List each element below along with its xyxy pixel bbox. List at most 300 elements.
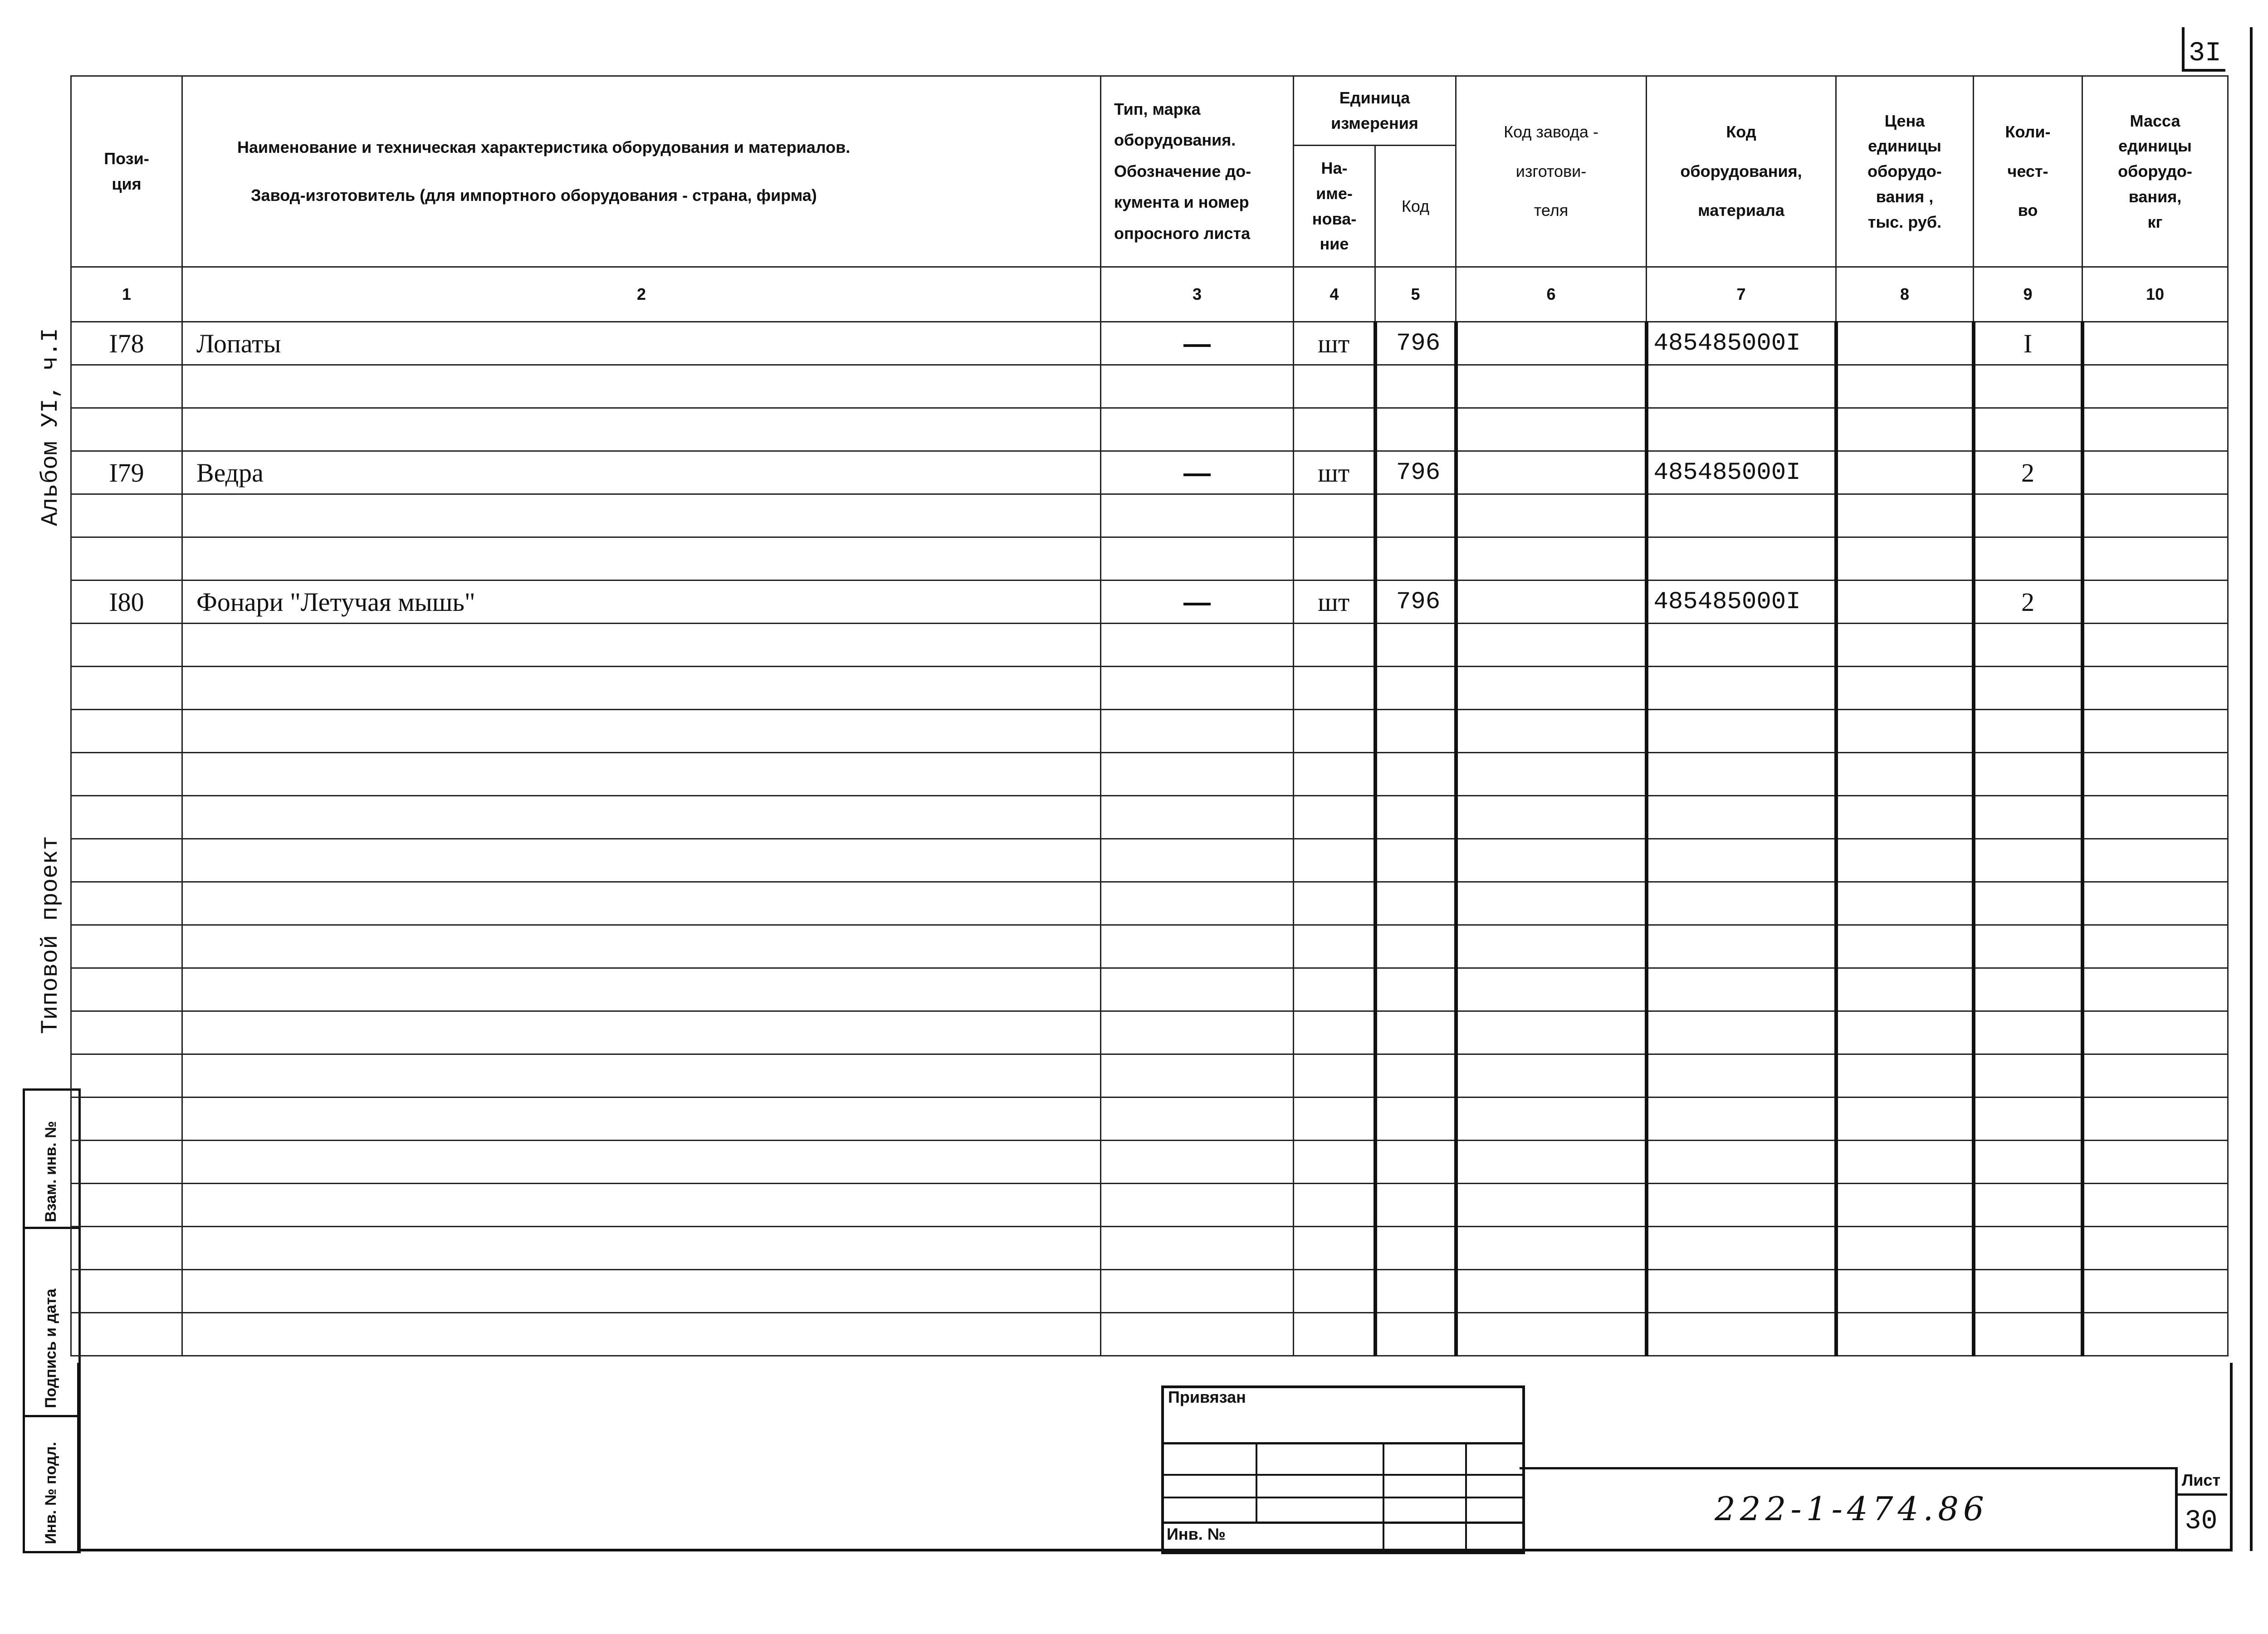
table-row [71, 1141, 2228, 1184]
cell-unit-code: 796 [1375, 322, 1456, 365]
table-row [71, 537, 2228, 580]
document-code: 222-1-474.86 [1715, 1490, 1989, 1528]
cell-price [1836, 322, 1974, 365]
cell-qty [1974, 710, 2082, 753]
cell-type [1101, 882, 1294, 925]
column-number: 4 [1294, 267, 1375, 322]
grid-line [1161, 1522, 1522, 1524]
cell-mass [2082, 624, 2228, 667]
table-row [71, 1054, 2228, 1097]
cell-type [1101, 753, 1294, 796]
cell-unit [1294, 882, 1375, 925]
cell-plant-code [1456, 1097, 1647, 1141]
cell-type [1101, 494, 1294, 537]
cell-unit-code [1375, 1227, 1456, 1270]
column-number-row [71, 267, 2228, 322]
cell-mass [2082, 322, 2228, 365]
cell-material-code: 485485000I [1647, 580, 1836, 624]
cell-material-code [1647, 839, 1836, 882]
cell-plant-code [1456, 882, 1647, 925]
cell-material-code [1647, 1141, 1836, 1184]
cell-unit [1294, 796, 1375, 839]
cell-type [1101, 1184, 1294, 1227]
cell-qty [1974, 667, 2082, 710]
cell-mass [2082, 796, 2228, 839]
cell-material-code [1647, 1313, 1836, 1356]
column-number: 3 [1101, 267, 1294, 322]
table-row [71, 494, 2228, 537]
cell-qty [1974, 365, 2082, 408]
cell-type [1101, 667, 1294, 710]
cell-qty [1974, 1054, 2082, 1097]
cell-material-code [1647, 925, 1836, 968]
cell-name [182, 839, 1101, 882]
cell-type [1101, 1054, 1294, 1097]
cell-pos [71, 667, 182, 710]
grid-line [1465, 1442, 1467, 1549]
cell-name [182, 494, 1101, 537]
table-row [71, 365, 2228, 408]
cell-qty [1974, 882, 2082, 925]
cell-mass [2082, 1270, 2228, 1313]
cell-unit-code [1375, 537, 1456, 580]
cell-pos [71, 1313, 182, 1356]
cell-price [1836, 1270, 1974, 1313]
cell-pos [71, 1270, 182, 1313]
cell-unit: шт [1294, 451, 1375, 494]
header-plant-code: Код завода - изготови- теля [1456, 76, 1647, 267]
table-row [71, 1011, 2228, 1054]
cell-mass [2082, 1011, 2228, 1054]
cell-name [182, 1011, 1101, 1054]
table-row [71, 1097, 2228, 1141]
cell-pos [71, 839, 182, 882]
cell-material-code [1647, 753, 1836, 796]
cell-material-code [1647, 624, 1836, 667]
cell-price [1836, 1313, 1974, 1356]
table-row [71, 1270, 2228, 1313]
cell-qty [1974, 1011, 2082, 1054]
cell-material-code: 485485000I [1647, 322, 1836, 365]
cell-type [1101, 839, 1294, 882]
cell-name [182, 753, 1101, 796]
cell-unit-code [1375, 710, 1456, 753]
cell-price [1836, 624, 1974, 667]
cell-unit-code [1375, 1184, 1456, 1227]
cell-plant-code [1456, 753, 1647, 796]
cell-material-code [1647, 1270, 1836, 1313]
cell-plant-code [1456, 1184, 1647, 1227]
cell-name [182, 882, 1101, 925]
cell-unit-code [1375, 968, 1456, 1011]
cell-price [1836, 1011, 1974, 1054]
cell-name [182, 1184, 1101, 1227]
cell-material-code [1647, 968, 1836, 1011]
stamp-divider [25, 1415, 78, 1417]
stamp-sign-date: Подпись и дата [42, 1288, 59, 1408]
stamp-inv-podl: Инв. № подл. [42, 1442, 59, 1544]
cell-name [182, 624, 1101, 667]
cell-mass [2082, 882, 2228, 925]
cell-type [1101, 710, 1294, 753]
cell-plant-code [1456, 494, 1647, 537]
table-row [71, 968, 2228, 1011]
column-number: 10 [2082, 267, 2228, 322]
cell-price [1836, 796, 1974, 839]
cell-mass [2082, 710, 2228, 753]
cell-plant-code [1456, 1141, 1647, 1184]
cell-price [1836, 882, 1974, 925]
inv-no-label: Инв. № [1167, 1525, 1226, 1543]
cell-unit [1294, 753, 1375, 796]
cell-qty [1974, 408, 2082, 451]
cell-type: — [1101, 580, 1294, 624]
column-number: 9 [1974, 267, 2082, 322]
header-unit-group: Единица измерения [1294, 76, 1456, 146]
cell-material-code [1647, 882, 1836, 925]
cell-name [182, 1097, 1101, 1141]
cell-mass [2082, 537, 2228, 580]
cell-plant-code [1456, 1313, 1647, 1356]
cell-qty [1974, 1097, 2082, 1141]
cell-material-code [1647, 408, 1836, 451]
cell-name [182, 1270, 1101, 1313]
table-row [71, 925, 2228, 968]
cell-pos: I80 [71, 580, 182, 624]
cell-name [182, 667, 1101, 710]
cell-price [1836, 968, 1974, 1011]
cell-mass [2082, 1313, 2228, 1356]
cell-unit [1294, 408, 1375, 451]
cell-price [1836, 1141, 1974, 1184]
cell-pos [71, 624, 182, 667]
cell-unit-code [1375, 796, 1456, 839]
cell-pos [71, 1054, 182, 1097]
cell-price [1836, 1227, 1974, 1270]
cell-type [1101, 537, 1294, 580]
page-number: 3I [2182, 27, 2225, 72]
cell-pos [71, 796, 182, 839]
cell-name [182, 968, 1101, 1011]
cell-qty [1974, 1141, 2082, 1184]
cell-mass [2082, 365, 2228, 408]
cell-price [1836, 494, 1974, 537]
grid-line [1161, 1442, 1522, 1444]
cell-unit-code [1375, 1097, 1456, 1141]
table-row [71, 1227, 2228, 1270]
cell-type [1101, 968, 1294, 1011]
cell-price [1836, 839, 1974, 882]
table-row [71, 667, 2228, 710]
cell-price [1836, 1097, 1974, 1141]
cell-unit [1294, 537, 1375, 580]
cell-type [1101, 1097, 1294, 1141]
cell-pos [71, 1184, 182, 1227]
cell-pos [71, 753, 182, 796]
cell-qty [1974, 624, 2082, 667]
cell-qty [1974, 537, 2082, 580]
cell-name [182, 1313, 1101, 1356]
cell-unit-code [1375, 408, 1456, 451]
cell-pos [71, 968, 182, 1011]
cell-material-code [1647, 1011, 1836, 1054]
cell-mass [2082, 1054, 2228, 1097]
cell-mass [2082, 839, 2228, 882]
cell-unit [1294, 1270, 1375, 1313]
cell-material-code [1647, 1184, 1836, 1227]
cell-unit-code: 796 [1375, 451, 1456, 494]
cell-price [1836, 537, 1974, 580]
table-row [71, 1184, 2228, 1227]
table-row [71, 1313, 2228, 1356]
cell-unit-code [1375, 839, 1456, 882]
cell-material-code [1647, 1054, 1836, 1097]
cell-pos [71, 1227, 182, 1270]
cell-plant-code [1456, 839, 1647, 882]
privyazan-label: Привязан [1168, 1388, 1246, 1406]
header-row [71, 76, 2228, 146]
cell-unit [1294, 1227, 1375, 1270]
cell-unit-code [1375, 882, 1456, 925]
cell-material-code [1647, 537, 1836, 580]
cell-name [182, 1141, 1101, 1184]
cell-name [182, 365, 1101, 408]
column-number: 5 [1375, 267, 1456, 322]
cell-name [182, 925, 1101, 968]
header-type: Тип, марка оборудования. Обозначение до- кумента и номер опросного листа [1101, 76, 1294, 267]
header-unit-code: Код [1375, 146, 1456, 267]
table-row [71, 839, 2228, 882]
grid-line [1383, 1442, 1384, 1549]
cell-plant-code [1456, 537, 1647, 580]
cell-plant-code [1456, 580, 1647, 624]
cell-price [1836, 753, 1974, 796]
cell-pos [71, 925, 182, 968]
table-row [71, 451, 2228, 494]
cell-unit [1294, 968, 1375, 1011]
cell-unit-code [1375, 624, 1456, 667]
cell-plant-code [1456, 1054, 1647, 1097]
cell-unit [1294, 710, 1375, 753]
grid-line [1161, 1474, 1522, 1476]
column-number: 8 [1836, 267, 1974, 322]
header-price: Цена единицы оборудо- вания , тыс. руб. [1836, 76, 1974, 267]
cell-mass [2082, 451, 2228, 494]
cell-unit: шт [1294, 580, 1375, 624]
table-row [71, 408, 2228, 451]
cell-price [1836, 1054, 1974, 1097]
cell-unit-code: 796 [1375, 580, 1456, 624]
cell-plant-code [1456, 365, 1647, 408]
album-label: Альбом УI, ч.I [37, 328, 64, 526]
cell-material-code [1647, 667, 1836, 710]
table-row [71, 580, 2228, 624]
project-label: Типовой проект [37, 836, 64, 1034]
cell-unit [1294, 1097, 1375, 1141]
cell-unit-code [1375, 494, 1456, 537]
table-row [71, 753, 2228, 796]
cell-qty [1974, 968, 2082, 1011]
cell-plant-code [1456, 408, 1647, 451]
cell-unit [1294, 365, 1375, 408]
sheet-number: 30 [2185, 1506, 2218, 1537]
cell-unit [1294, 839, 1375, 882]
cell-pos [71, 882, 182, 925]
cell-price [1836, 408, 1974, 451]
cell-unit [1294, 667, 1375, 710]
cell-name: Ведра [182, 451, 1101, 494]
cell-mass [2082, 494, 2228, 537]
cell-name: Фонари "Летучая мышь" [182, 580, 1101, 624]
header-position: Пози- ция [71, 76, 182, 267]
cell-plant-code [1456, 322, 1647, 365]
cell-type [1101, 1227, 1294, 1270]
sheet-label: Лист [2175, 1467, 2227, 1496]
cell-unit [1294, 1313, 1375, 1356]
cell-plant-code [1456, 1270, 1647, 1313]
table-row [71, 796, 2228, 839]
specification-table [70, 75, 2229, 1356]
cell-plant-code [1456, 968, 1647, 1011]
cell-unit [1294, 494, 1375, 537]
cell-plant-code [1456, 1011, 1647, 1054]
cell-pos [71, 1097, 182, 1141]
cell-qty [1974, 753, 2082, 796]
cell-type [1101, 1141, 1294, 1184]
cell-type [1101, 365, 1294, 408]
cell-unit-code [1375, 667, 1456, 710]
cell-type: — [1101, 322, 1294, 365]
cell-plant-code [1456, 624, 1647, 667]
cell-unit [1294, 1184, 1375, 1227]
cell-material-code [1647, 365, 1836, 408]
cell-type [1101, 1011, 1294, 1054]
cell-qty [1974, 1313, 2082, 1356]
cell-qty: I [1974, 322, 2082, 365]
cell-name [182, 537, 1101, 580]
cell-unit [1294, 624, 1375, 667]
cell-mass [2082, 580, 2228, 624]
stamp-inv-vzam: Взам. инв. № [42, 1121, 59, 1222]
cell-unit-code [1375, 1270, 1456, 1313]
cell-plant-code [1456, 710, 1647, 753]
cell-mass [2082, 1227, 2228, 1270]
cell-name [182, 796, 1101, 839]
cell-name [182, 710, 1101, 753]
grid-line [1256, 1442, 1257, 1522]
cell-qty [1974, 494, 2082, 537]
cell-price [1836, 365, 1974, 408]
column-number: 7 [1647, 267, 1836, 322]
grid-line [1520, 1467, 2175, 1469]
cell-qty [1974, 1270, 2082, 1313]
cell-plant-code [1456, 796, 1647, 839]
cell-type [1101, 1313, 1294, 1356]
cell-qty: 2 [1974, 451, 2082, 494]
cell-type [1101, 624, 1294, 667]
header-material-code: Код оборудования, материала [1647, 76, 1836, 267]
cell-type [1101, 925, 1294, 968]
cell-name [182, 408, 1101, 451]
cell-name [182, 1054, 1101, 1097]
header-name: Наименование и техническая характеристика оборудования и материалов. Завод-изготовитель (для импортного оборудования - страна, фирма) [182, 76, 1101, 267]
cell-mass [2082, 1141, 2228, 1184]
cell-mass [2082, 925, 2228, 968]
grid-line [1161, 1497, 1522, 1498]
table-row [71, 882, 2228, 925]
cell-unit-code [1375, 1313, 1456, 1356]
cell-name [182, 1227, 1101, 1270]
cell-unit-code [1375, 365, 1456, 408]
cell-price [1836, 1184, 1974, 1227]
column-number: 1 [71, 267, 182, 322]
cell-pos [71, 408, 182, 451]
cell-material-code [1647, 796, 1836, 839]
cell-unit [1294, 925, 1375, 968]
cell-price [1836, 580, 1974, 624]
header-quantity: Коли- чест- во [1974, 76, 2082, 267]
cell-unit [1294, 1141, 1375, 1184]
cell-price [1836, 710, 1974, 753]
cell-unit-code [1375, 925, 1456, 968]
cell-unit: шт [1294, 322, 1375, 365]
cell-mass [2082, 667, 2228, 710]
cell-mass [2082, 408, 2228, 451]
header-unit-name: На- име- нова- ние [1294, 146, 1375, 267]
cell-pos [71, 1011, 182, 1054]
cell-plant-code [1456, 451, 1647, 494]
cell-unit-code [1375, 753, 1456, 796]
cell-unit-code [1375, 1011, 1456, 1054]
cell-price [1836, 925, 1974, 968]
cell-qty: 2 [1974, 580, 2082, 624]
cell-material-code: 485485000I [1647, 451, 1836, 494]
cell-plant-code [1456, 667, 1647, 710]
cell-qty [1974, 796, 2082, 839]
cell-unit-code [1375, 1141, 1456, 1184]
header-mass: Масса единицы оборудо- вания, кг [2082, 76, 2228, 267]
cell-qty [1974, 1184, 2082, 1227]
cell-mass [2082, 968, 2228, 1011]
table-row [71, 624, 2228, 667]
cell-price [1836, 667, 1974, 710]
frame-right-edge [2250, 27, 2253, 1551]
cell-mass [2082, 1184, 2228, 1227]
cell-qty [1974, 925, 2082, 968]
cell-unit [1294, 1054, 1375, 1097]
table-row [71, 322, 2228, 365]
cell-name: Лопаты [182, 322, 1101, 365]
cell-pos [71, 1141, 182, 1184]
cell-mass [2082, 753, 2228, 796]
cell-unit-code [1375, 1054, 1456, 1097]
cell-material-code [1647, 710, 1836, 753]
cell-unit [1294, 1011, 1375, 1054]
cell-material-code [1647, 1227, 1836, 1270]
cell-type [1101, 408, 1294, 451]
cell-pos [71, 494, 182, 537]
cell-plant-code [1456, 1227, 1647, 1270]
cell-plant-code [1456, 925, 1647, 968]
cell-pos: I79 [71, 451, 182, 494]
cell-qty [1974, 839, 2082, 882]
cell-price [1836, 451, 1974, 494]
cell-type [1101, 1270, 1294, 1313]
cell-material-code [1647, 1097, 1836, 1141]
cell-pos [71, 537, 182, 580]
column-number: 2 [182, 267, 1101, 322]
cell-material-code [1647, 494, 1836, 537]
